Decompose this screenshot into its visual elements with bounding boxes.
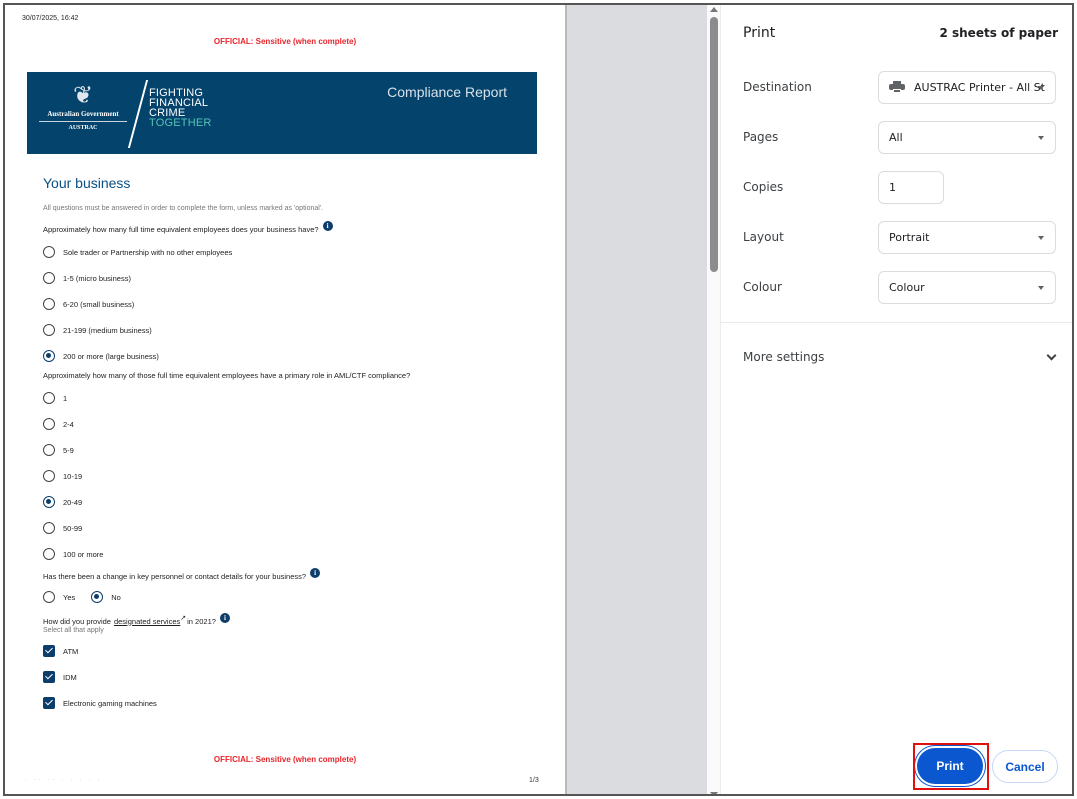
question-text: Approximately how many of those full time equivalent employees have a primary role in AML/CTF compliance?: [43, 371, 411, 380]
copies-input[interactable]: 1: [878, 171, 944, 204]
radio-button-selected[interactable]: [43, 350, 55, 362]
yes-no-group: [43, 586, 543, 608]
option-label: No: [111, 592, 121, 602]
print-timestamp: 30/07/2025, 16:42: [22, 15, 79, 22]
designated-services-link[interactable]: designated services: [113, 616, 181, 626]
info-icon[interactable]: i: [323, 221, 333, 231]
checkbox-checked[interactable]: [43, 645, 55, 657]
print-preview-page: [5, 5, 565, 796]
business-form: [43, 175, 543, 716]
layout-label: Layout: [743, 230, 784, 244]
question-personnel-change: [43, 571, 543, 581]
question-text: How did you provide: [43, 616, 111, 626]
layout-value: Portrait: [889, 230, 930, 244]
question-employees: [43, 224, 543, 234]
option-label: 1: [63, 393, 68, 403]
radio-option[interactable]: [43, 291, 543, 317]
option-label: 1-5 (micro business): [63, 273, 131, 283]
print-settings-panel: [721, 5, 1074, 796]
preview-background: [565, 5, 707, 796]
colour-row: [743, 270, 1061, 304]
classification-header: OFFICIAL: Sensitive (when complete): [213, 37, 357, 46]
section-title: Your business: [43, 175, 131, 191]
radio-button[interactable]: [43, 418, 55, 430]
radio-button[interactable]: [43, 272, 55, 284]
radio-option[interactable]: [43, 317, 543, 343]
dropdown-caret-icon: [1038, 86, 1044, 90]
dropdown-caret-icon: [1038, 286, 1044, 290]
colour-value: Colour: [889, 280, 925, 294]
option-label: 200 or more (large business): [63, 351, 159, 361]
colour-select[interactable]: [878, 271, 1056, 304]
question-text: Has there been a change in key personnel or contact details for your business?: [43, 571, 307, 581]
slogan-line: FIGHTING: [149, 87, 204, 99]
option-label: 21-199 (medium business): [63, 325, 152, 335]
highlight-box: [913, 743, 989, 790]
slogan-slash-graphic: [128, 80, 148, 148]
more-settings-label: More settings: [743, 350, 825, 364]
copies-row: [743, 170, 1061, 204]
scroll-up-arrow-icon[interactable]: [710, 7, 718, 12]
question-designated-services: [43, 616, 543, 626]
radio-button[interactable]: [43, 522, 55, 534]
scrollbar-thumb[interactable]: [710, 17, 718, 272]
print-title: Print: [743, 25, 776, 41]
chevron-down-icon: [1047, 350, 1057, 360]
info-icon[interactable]: i: [220, 613, 230, 623]
coat-of-arms-icon: ❦: [72, 82, 94, 109]
colour-label: Colour: [743, 280, 782, 294]
copies-label: Copies: [743, 180, 784, 194]
info-icon[interactable]: i: [310, 568, 320, 578]
checkbox-checked[interactable]: [43, 671, 55, 683]
dropdown-caret-icon: [1038, 236, 1044, 240]
checkbox-option[interactable]: [43, 664, 543, 690]
checkbox-option[interactable]: [43, 690, 543, 716]
radio-option[interactable]: [43, 463, 543, 489]
destination-select[interactable]: [878, 71, 1056, 104]
checkbox-option[interactable]: [43, 638, 543, 664]
org-label: AUSTRAC: [68, 125, 98, 131]
scroll-down-arrow-icon[interactable]: [710, 792, 718, 796]
print-button[interactable]: Print: [917, 748, 983, 784]
radio-button[interactable]: [43, 246, 55, 258]
more-settings-toggle[interactable]: [743, 345, 1061, 369]
dropdown-caret-icon: [1038, 136, 1044, 140]
report-title: Compliance Report: [387, 84, 507, 100]
option-label: Electronic gaming machines: [63, 698, 157, 708]
radio-option[interactable]: [43, 239, 543, 265]
radio-option[interactable]: [43, 385, 543, 411]
pages-row: [743, 120, 1061, 154]
destination-label: Destination: [743, 80, 812, 94]
checkbox-checked[interactable]: [43, 697, 55, 709]
radio-option[interactable]: [43, 515, 543, 541]
option-label: 2-4: [63, 419, 74, 429]
slogan: [149, 88, 212, 128]
option-label: Sole trader or Partnership with no other employees: [63, 247, 233, 257]
radio-option[interactable]: [43, 489, 543, 515]
option-label: 100 or more: [63, 549, 104, 559]
question-aml-staff: [43, 371, 543, 380]
radio-button[interactable]: [43, 392, 55, 404]
option-label: 20-49: [63, 497, 83, 507]
printer-icon: [889, 81, 905, 93]
pages-label: Pages: [743, 130, 779, 144]
destination-value: AUSTRAC Printer - All St: [914, 80, 1045, 94]
radio-option[interactable]: [43, 437, 543, 463]
slogan-line: FINANCIAL: [149, 97, 209, 109]
option-label: IDM: [63, 672, 77, 682]
pages-value: All: [889, 130, 903, 144]
option-label: Yes: [63, 592, 76, 602]
option-label: 10-19: [63, 471, 83, 481]
radio-option[interactable]: [43, 411, 543, 437]
option-label: 50-99: [63, 523, 83, 533]
slogan-line: CRIME: [149, 107, 186, 119]
settings-divider: [721, 322, 1074, 323]
layout-select[interactable]: [878, 221, 1056, 254]
radio-option-yes[interactable]: [43, 586, 75, 608]
print-dialog: [3, 3, 1074, 796]
gov-label: Australian Government: [39, 110, 127, 122]
gov-crest-logo: [39, 82, 127, 146]
radio-option[interactable]: [43, 343, 543, 369]
cancel-button[interactable]: Cancel: [992, 750, 1058, 783]
radio-option[interactable]: [43, 265, 543, 291]
radio-button[interactable]: [43, 298, 55, 310]
footer-url: · ·· ·· · · · · ·: [25, 777, 103, 783]
external-link-icon: ↗: [180, 615, 187, 622]
radio-button[interactable]: [43, 470, 55, 482]
radio-button[interactable]: [43, 444, 55, 456]
preview-scrollbar[interactable]: [707, 5, 721, 796]
radio-button[interactable]: [43, 548, 55, 560]
slogan-line: TOGETHER: [149, 117, 212, 129]
sheet-count: 2 sheets of paper: [939, 26, 1058, 40]
option-label: 6-20 (small business): [63, 299, 135, 309]
page-number: 1/3: [529, 777, 539, 784]
radio-button-selected[interactable]: [91, 591, 103, 603]
destination-row: [743, 70, 1061, 104]
layout-row: [743, 220, 1061, 254]
radio-option-no[interactable]: [91, 586, 121, 608]
option-label: 5-9: [63, 445, 74, 455]
form-intro: All questions must be answered in order to complete the form, unless marked as 'optional'.: [43, 205, 324, 212]
select-all-hint: Select all that apply: [43, 627, 104, 634]
option-label: ATM: [63, 646, 79, 656]
question-text: Approximately how many full time equivalent employees does your business have?: [43, 224, 319, 234]
classification-footer: OFFICIAL: Sensitive (when complete): [213, 755, 357, 764]
pages-select[interactable]: [878, 121, 1056, 154]
radio-button[interactable]: [43, 591, 55, 603]
radio-button-selected[interactable]: [43, 496, 55, 508]
radio-button[interactable]: [43, 324, 55, 336]
report-banner: [27, 72, 537, 154]
radio-option[interactable]: [43, 541, 543, 567]
question-text: in 2021?: [187, 616, 216, 626]
